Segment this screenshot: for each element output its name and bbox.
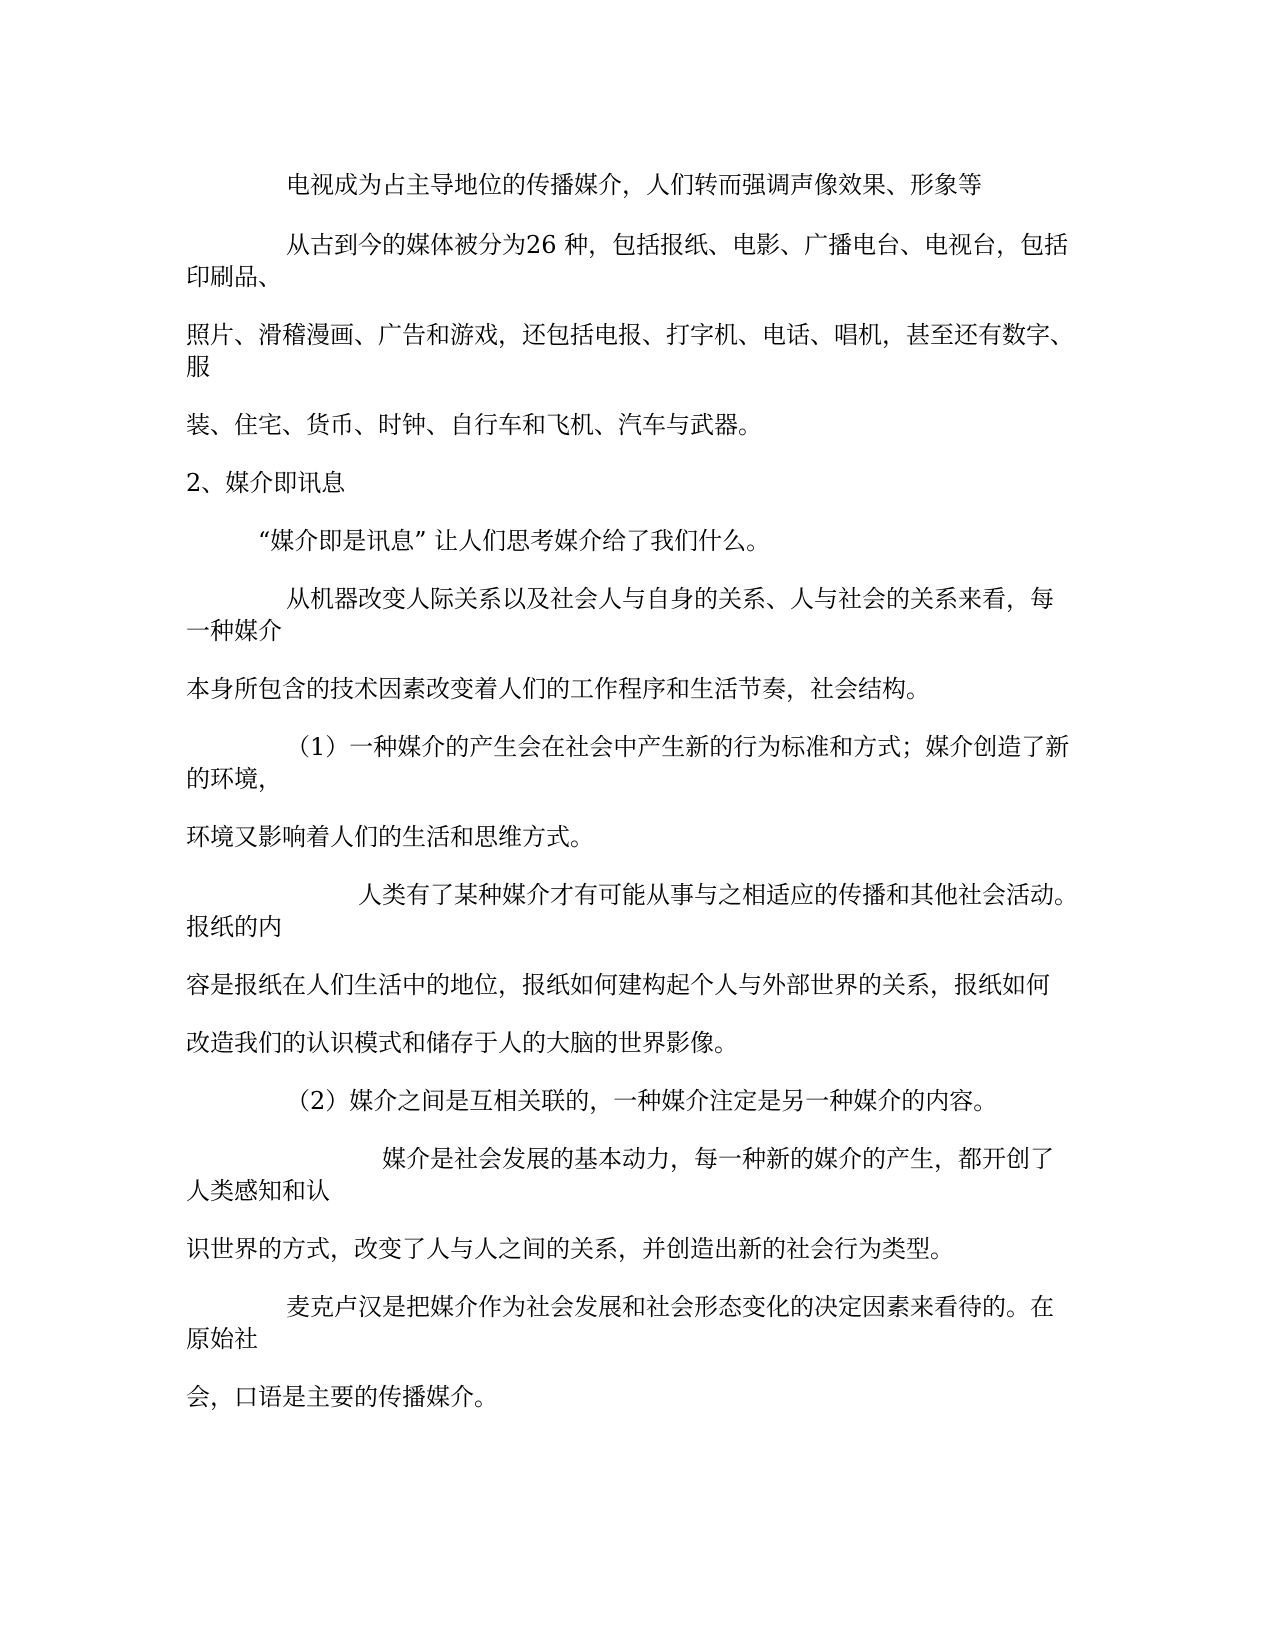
text-line: 服	[186, 353, 210, 381]
text-line: （2）媒介之间是互相关联的，一种媒介注定是另一种媒介的内容。	[286, 1087, 998, 1115]
text-line: 照片、滑稽漫画、广告和游戏，还包括电报、打字机、电话、唱机，甚至还有数字、	[186, 321, 1074, 349]
text-line: 电视成为占主导地位的传播媒介，人们转而强调声像效果、形象等	[286, 171, 982, 199]
text-line: 的环境，	[186, 765, 282, 793]
text-line: 装、住宅、货币、时钟、自行车和飞机、汽车与武器。	[186, 411, 762, 439]
text-line: 从机器改变人际关系以及社会人与自身的关系、人与社会的关系来看，每	[286, 585, 1054, 613]
text-line: （1）一种媒介的产生会在社会中产生新的行为标准和方式；媒介创造了新	[286, 733, 1070, 761]
text-line: 一种媒介	[186, 617, 282, 645]
text-line: 麦克卢汉是把媒介作为社会发展和社会形态变化的决定因素来看待的。在	[286, 1293, 1054, 1321]
text-line: 从古到今的媒体被分为26 种，包括报纸、电影、广播电台、电视台，包括	[286, 231, 1069, 259]
text-line: 人类感知和认	[186, 1177, 330, 1205]
text-line: 人类有了某种媒介才有可能从事与之相适应的传播和其他社会活动。	[358, 881, 1078, 909]
text-line: 印刷品、	[186, 263, 282, 291]
text-line: 会，口语是主要的传播媒介。	[186, 1383, 498, 1411]
text-line: “媒介即是讯息” 让人们思考媒介给了我们什么。	[258, 527, 771, 555]
text-line: 识世界的方式，改变了人与人之间的关系，并创造出新的社会行为类型。	[186, 1235, 954, 1263]
text-line: 原始社	[186, 1325, 258, 1353]
text-line: 容是报纸在人们生活中的地位，报纸如何建构起个人与外部世界的关系，报纸如何	[186, 971, 1050, 999]
text-line: 改造我们的认识模式和储存于人的大脑的世界影像。	[186, 1029, 738, 1057]
section-heading: 2、媒介即讯息	[186, 469, 346, 497]
text-line: 本身所包含的技术因素改变着人们的工作程序和生活节奏，社会结构。	[186, 675, 930, 703]
text-line: 环境又影响着人们的生活和思维方式。	[186, 823, 594, 851]
text-line: 媒介是社会发展的基本动力，每一种新的媒介的产生，都开创了	[382, 1145, 1054, 1173]
text-line: 报纸的内	[186, 913, 282, 941]
